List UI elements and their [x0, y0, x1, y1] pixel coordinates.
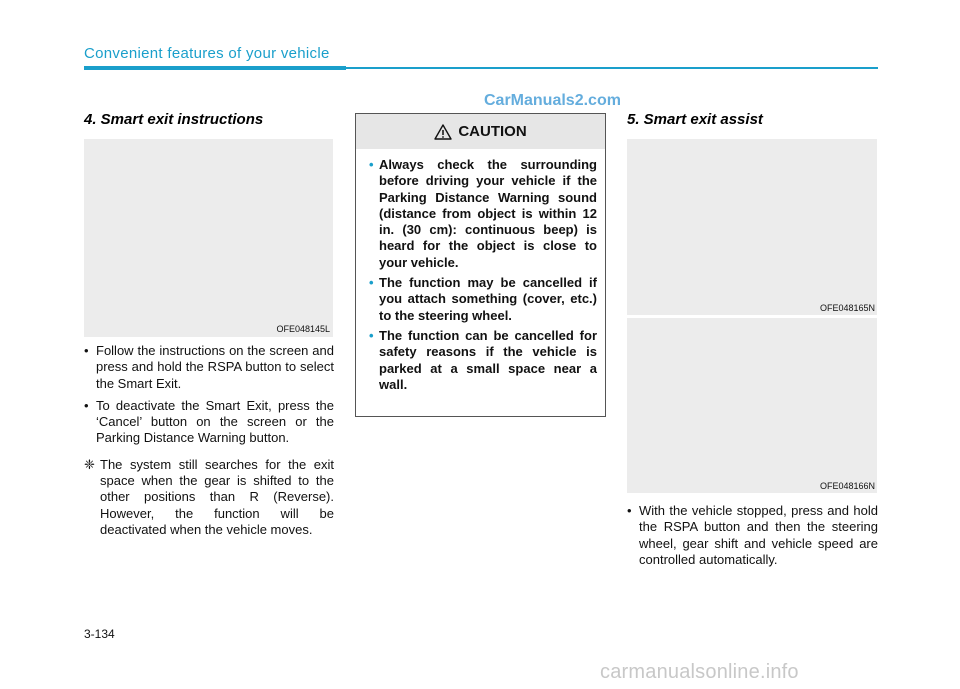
figure-smart-exit-assist-2: [627, 318, 877, 493]
figure-smart-exit-instructions: [84, 139, 333, 337]
caution-item: • The function may be cancelled if you attach something (cover, etc.) to the steering wheel.: [369, 275, 597, 324]
list-item: • With the vehicle stopped, press and hold the RSPA button and then the steering wheel, gear shift and vehicle speed are controlled automatically.: [627, 503, 878, 568]
caution-list: [356, 149, 605, 393]
watermark-top: CarManuals2.com: [484, 92, 621, 109]
heading-smart-exit-assist: 5. Smart exit assist: [627, 111, 763, 128]
caution-title: CAUTION: [458, 123, 527, 140]
caution-header: [356, 114, 605, 149]
note-text: The system still searches for the exit space when the gear is shifted to the other positions than R (Reverse). However, the function will be deactivated when the vehicle moves.: [100, 456, 334, 537]
header-rule-thin: [346, 67, 878, 69]
watermark-bottom: carmanualsonline.info: [600, 661, 799, 683]
figure-smart-exit-assist-1: [627, 139, 877, 315]
header-rule-thick: [84, 66, 346, 70]
image-code: OFE048145L: [276, 324, 330, 334]
section-title: Convenient features of your vehicle: [84, 45, 330, 62]
image-code: OFE048165N: [819, 303, 875, 313]
caution-item: • The function can be cancelled for safety reasons if the vehicle is parked at a small space near a wall.: [369, 328, 597, 393]
caution-box: [355, 113, 606, 417]
left-body: [84, 343, 334, 538]
note-item: [84, 457, 334, 538]
note-mark-icon: ❈: [84, 456, 95, 472]
list-item: • To deactivate the Smart Exit, press the ‘Cancel’ button on the screen or the Parking Distance Warning button.: [84, 398, 334, 447]
heading-smart-exit-instructions: 4. Smart exit instructions: [84, 111, 264, 128]
caution-item: • Always check the surrounding before driving your vehicle if the Parking Distance Warning sound (distance from object is within 12 in. (30 cm): continuous beep) is heard for the object is close to your vehicle.: [369, 157, 597, 271]
image-code: OFE048166N: [819, 481, 875, 491]
right-body: [627, 503, 878, 568]
page-number: 3-134: [84, 627, 115, 641]
warning-triangle-icon: [434, 124, 452, 140]
list-item: • Follow the instructions on the screen and press and hold the RSPA button to select the Smart Exit.: [84, 343, 334, 392]
